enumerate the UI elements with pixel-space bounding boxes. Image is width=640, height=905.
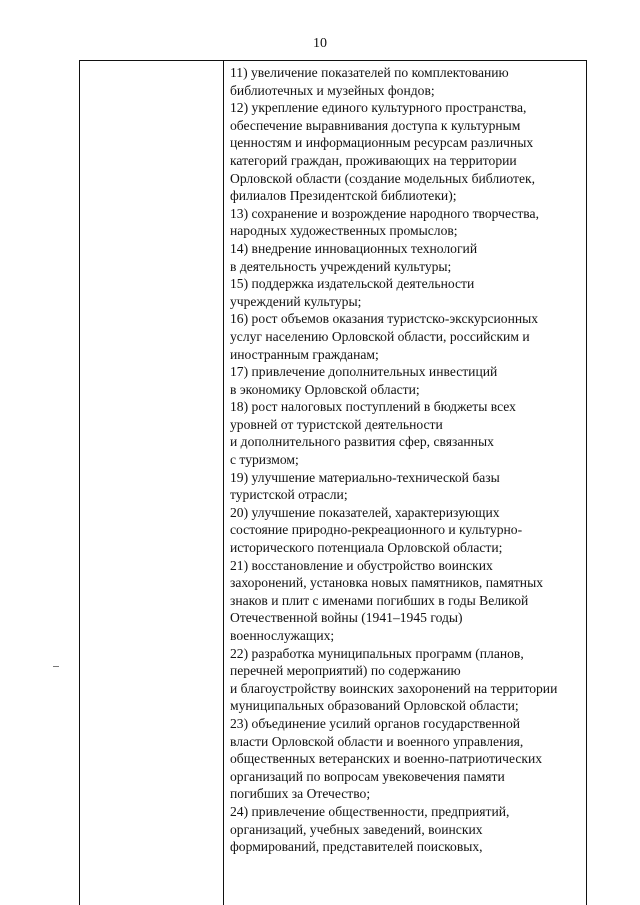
text-line: 18) рост налоговых поступлений в бюджеты всех: [230, 399, 516, 415]
text-line: перечней мероприятий) по содержанию: [230, 663, 461, 679]
text-line: 22) разработка муниципальных программ (планов,: [230, 645, 524, 661]
text-line: Отечественной войны (1941–1945 годы): [230, 610, 463, 626]
text-line: 23) объединение усилий органов государственной: [230, 715, 521, 731]
text-line: с туризмом;: [230, 452, 299, 468]
text-line: категорий граждан, проживающих на территории: [230, 152, 517, 168]
text-line: и благоустройству воинских захоронений на территории: [230, 680, 558, 696]
text-line: уровней от туристской деятельности: [230, 416, 443, 432]
text-line: 14) внедрение инновационных технологий: [230, 240, 478, 256]
text-line: 17) привлечение дополнительных инвестиций: [230, 364, 498, 380]
text-line: ценностям и информационным ресурсам различных: [230, 135, 534, 151]
text-line: в деятельность учреждений культуры;: [230, 258, 452, 274]
table-right-cell: [224, 61, 586, 905]
text-line: народных художественных промыслов;: [230, 223, 458, 239]
text-line: формирований, представителей поисковых,: [230, 839, 483, 855]
text-line: захоронений, установка новых памятников, памятных: [230, 575, 544, 591]
text-line: 21) восстановление и обустройство воинских: [230, 557, 493, 573]
text-line: учреждений культуры;: [230, 293, 362, 309]
text-line: иностранным гражданам;: [230, 346, 379, 362]
text-line: муниципальных образований Орловской области;: [230, 698, 519, 714]
text-line: в экономику Орловской области;: [230, 381, 420, 397]
text-line: 16) рост объемов оказания туристско-экскурсионных: [230, 311, 539, 327]
text-line: военнослужащих;: [230, 628, 335, 643]
text-line: обеспечение выравнивания доступа к культурным: [230, 117, 521, 133]
text-line: 13) сохранение и возрождение народного творчества,: [230, 205, 539, 221]
text-line: филиалов Президентской библиотеки);: [230, 188, 457, 204]
text-line: 20) улучшение показателей, характеризующих: [230, 504, 500, 520]
text-line: 15) поддержка издательской деятельности: [230, 276, 475, 292]
text-line: знаков и плит с именами погибших в годы Великой: [230, 592, 529, 608]
text-line: состояние природно-рекреационного и культурно-: [230, 522, 523, 538]
text-line: организаций по вопросам увековечения памяти: [230, 768, 505, 784]
text-line: 24) привлечение общественности, предприятий,: [230, 803, 510, 819]
text-line: туристской отрасли;: [230, 487, 348, 503]
margin-mark: [53, 666, 59, 667]
text-line: 11) увеличение показателей по комплектованию: [230, 65, 509, 80]
page-number: 10: [313, 36, 327, 51]
text-line: общественных ветеранских и военно-патриотических: [230, 751, 543, 767]
table-left-cell: [80, 61, 224, 905]
text-line: Орловской области (создание модельных библиотек,: [230, 170, 535, 186]
text-line: услуг населению Орловской области, российским и: [230, 328, 530, 344]
text-line: и дополнительного развития сфер, связанных: [230, 434, 494, 450]
text-line: 19) улучшение материально-технической базы: [230, 469, 500, 485]
document-table: [79, 60, 587, 905]
text-line: 12) укрепление единого культурного пространства,: [230, 100, 527, 116]
text-line: библиотечных и музейных фондов;: [230, 82, 435, 98]
text-line: погибших за Отечество;: [230, 786, 371, 802]
text-line: власти Орловской области и военного управления,: [230, 733, 524, 749]
text-line: организаций, учебных заведений, воинских: [230, 821, 483, 837]
text-line: исторического потенциала Орловской области;: [230, 540, 503, 556]
